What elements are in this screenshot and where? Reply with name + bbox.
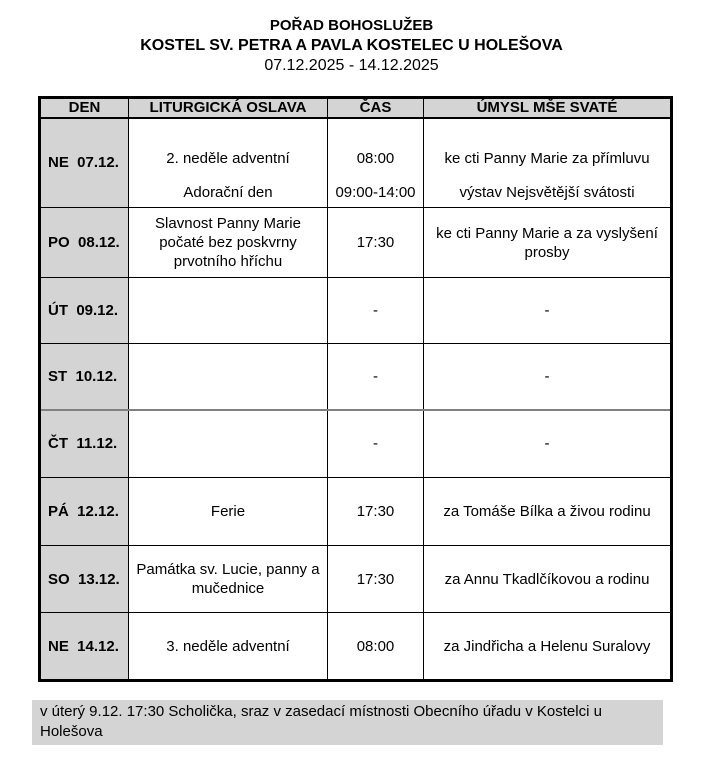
day-cell: ST 10.12. <box>40 344 129 410</box>
church-name: KOSTEL SV. PETRA A PAVLA KOSTELEC U HOLEŠOVA <box>140 37 563 54</box>
schedule-table <box>38 96 673 682</box>
cas-cell: - <box>328 410 424 478</box>
cas-line-2: 09:00-14:00 <box>335 184 416 202</box>
oslava-cell: Slavnost Panny Marie počaté bez poskvrny prvotního hříchu <box>129 208 328 278</box>
cas-line-1: 08:00 <box>356 150 395 168</box>
table-header-row <box>40 98 672 118</box>
umysl-cell: za Tomáše Bílka a živou rodinu <box>424 478 672 546</box>
page-title: POŘAD BOHOSLUŽEB <box>269 17 434 34</box>
umysl-cell: za Jindřicha a Helenu Suralovy <box>424 613 672 681</box>
umysl-line-1: ke cti Panny Marie za přímluvu <box>444 150 650 168</box>
oslava-line-2: Adorační den <box>183 184 273 202</box>
col-header-umysl-mse-svate: ÚMYSL MŠE SVATÉ <box>424 98 672 118</box>
umysl-cell: ke cti Panny Marie a za vyslyšení prosby <box>424 208 672 278</box>
umysl-cell: - <box>424 410 672 478</box>
oslava-cell <box>129 410 328 478</box>
day-cell: SO 13.12. <box>40 546 129 613</box>
cas-cell: - <box>328 278 424 344</box>
cas-cell <box>328 118 424 208</box>
table-row-po-0812 <box>40 208 672 278</box>
oslava-cell <box>129 278 328 344</box>
oslava-cell: 3. neděle adventní <box>129 613 328 681</box>
day-cell: ÚT 09.12. <box>40 278 129 344</box>
table-row-so-1312 <box>40 546 672 613</box>
cas-cell: 17:30 <box>328 478 424 546</box>
day-cell: PÁ 12.12. <box>40 478 129 546</box>
col-header-liturgicka-oslava: LITURGICKÁ OSLAVA <box>129 98 328 118</box>
table-row-st-1012 <box>40 344 672 410</box>
oslava-cell: Ferie <box>129 478 328 546</box>
cas-cell: 17:30 <box>328 208 424 278</box>
umysl-line-2: výstav Nejsvětější svátosti <box>459 184 635 202</box>
day-cell: NE 14.12. <box>40 613 129 681</box>
table-row-ne-1412 <box>40 613 672 681</box>
document-header <box>0 16 703 76</box>
col-header-den: DEN <box>40 98 129 118</box>
day-cell: PO 08.12. <box>40 208 129 278</box>
cas-cell: - <box>328 344 424 410</box>
date-range: 07.12.2025 - 14.12.2025 <box>264 57 439 74</box>
cas-cell: 08:00 <box>328 613 424 681</box>
oslava-cell <box>129 344 328 410</box>
umysl-cell <box>424 118 672 208</box>
table-row-ut-0912 <box>40 278 672 344</box>
day-cell: ČT 11.12. <box>40 410 129 478</box>
umysl-cell: za Annu Tkadlčíkovou a rodinu <box>424 546 672 613</box>
oslava-line-1: 2. neděle adventní <box>166 150 290 168</box>
footer-note: v úterý 9.12. 17:30 Scholička, sraz v zasedací místnosti Obecního úřadu v Kostelci u Holešova <box>32 700 663 745</box>
table-row-ne-0712 <box>40 118 672 208</box>
col-header-cas: ČAS <box>328 98 424 118</box>
table-row-ct-1112 <box>40 410 672 478</box>
table-row-pa-1212 <box>40 478 672 546</box>
day-cell: NE 07.12. <box>40 118 129 208</box>
umysl-cell: - <box>424 278 672 344</box>
cas-cell: 17:30 <box>328 546 424 613</box>
oslava-cell <box>129 118 328 208</box>
umysl-cell: - <box>424 344 672 410</box>
oslava-cell: Památka sv. Lucie, panny a mučednice <box>129 546 328 613</box>
